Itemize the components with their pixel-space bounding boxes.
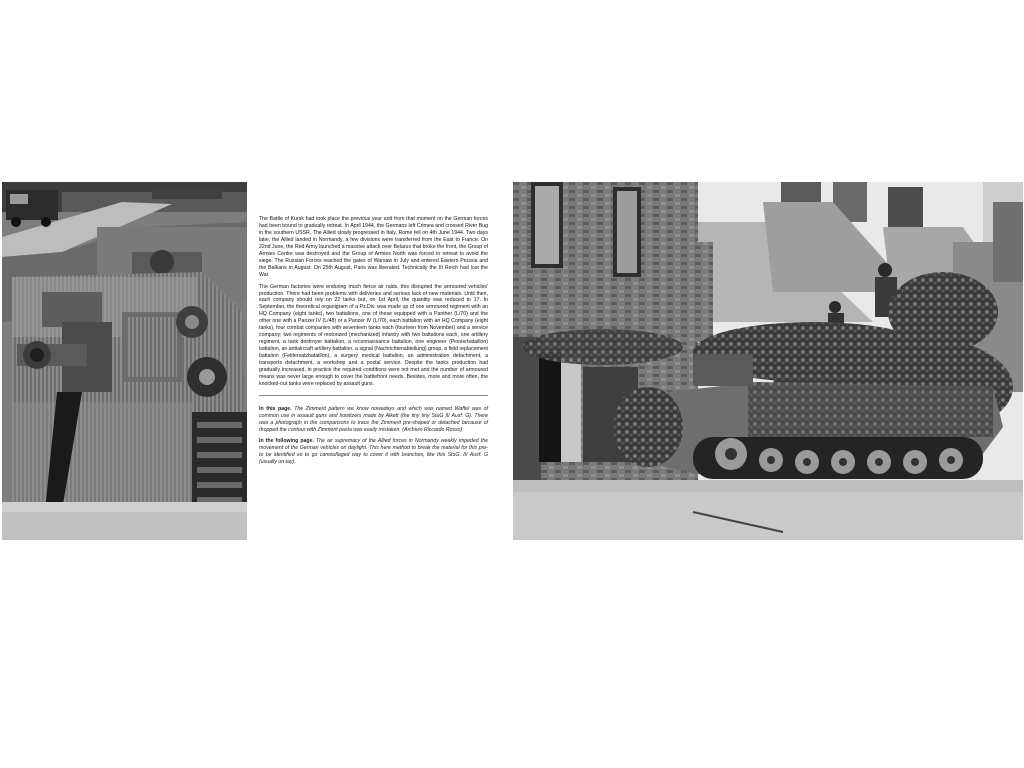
caption-2-text: The air supremacy of the Allied forces in Normandy weakly impeded the movement of the German vehicles on daylight. This here method to break the material for this pre-to be identified so to go camouflaged way to cover it with branches, like this StuG. III Ausf. G (usually on tay).: [259, 437, 488, 465]
caption-this-page: [259, 406, 488, 434]
right-photo: [513, 182, 1023, 540]
caption-1-text: The Zimmerit pattern we know nowadays and which was named Waffel was of common use in assault guns and howitzers made by Alkett (the tiny tiny StuG III Ausf. G). There was a photograph in the comparisons to trace the Zimmerit pre-shaped or detached because of dropped the contour with Zimmerit pasta was easily mistaken. (Archivio Riccardo Rosso): [259, 405, 488, 433]
left-photo-image: [2, 182, 247, 540]
divider: [259, 395, 488, 396]
left-photo: [2, 182, 247, 540]
body-paragraph-1: The Battle of Kursk had took place the previous year and from that moment on the German forces had been bound to gradually retreat. In April 1944, the Germans left Crimea and crossed River Bug in the southern USSR. The Allied slowly progressed in Italy, Rome fell on 4th June 1944. Two days later, the Allied landed in Normandy, a few divisions were transferred from the East to France. On 22nd June, the Red Army launched a massive attack over Belarus that broke the front, the Group of Armies Centre was destroyed and the Group of Armies North was forced to retreat to avoid the siege. The Russian Forces reached the gates of Warsaw in July and entered Eastern Prussia and the Balkans in August. On 25th August, Paris was liberated. Technically the III Reich had lost the War.: [259, 216, 488, 278]
caption-1-lead: In this page.: [259, 405, 292, 412]
right-photo-image: [513, 182, 1023, 540]
book-spread: [0, 182, 1024, 540]
text-column: [259, 216, 488, 470]
body-paragraph-2: The German factories were enduring much fierce air raids, this disrupted the armoured vehicles' production. There had been problems with deliveries and serious lack of new materials. Until then, each company should rely on 22 tanks but, on 1st April, the quantity was reduced to 17. In September, the theoretical organigram of a Pz.Div. was made up of one armoured regiment with an HQ Company (eight tanks), two battalions, one of these equipped with a Panther (L/70) and the other one with a Panzer IV (L/48) or a Panzer IV (L/70), each battalion with an HQ Company (eight tanks), four combat companies with seventeen tanks each (fourteen from November) and a service company; two regiments of motorized (mechanized) infantry with two battalions each, one artillery regiment, a tank destroyer battalion, a reconnaissance battalion, one engineer (Pionierbataillon) battalion, an antiaircraft artillery battalion, a signal (Nachrichtenabteilung) group, a field replacement battalion (Feldersatzbataillon), a surgery medical battalion, an administration detachment, a transports detachment, a workshop and a postal service. Despite the tanks production had gradually increased, in practice the required conditions were not met and the number of armoured means was never large enough to cover the battlefront needs. Besides, more and more often, the knocked-out tanks were replaced by assault guns.: [259, 283, 488, 387]
caption-2-lead: In the following page.: [259, 437, 314, 444]
caption-following-page: [259, 438, 488, 466]
